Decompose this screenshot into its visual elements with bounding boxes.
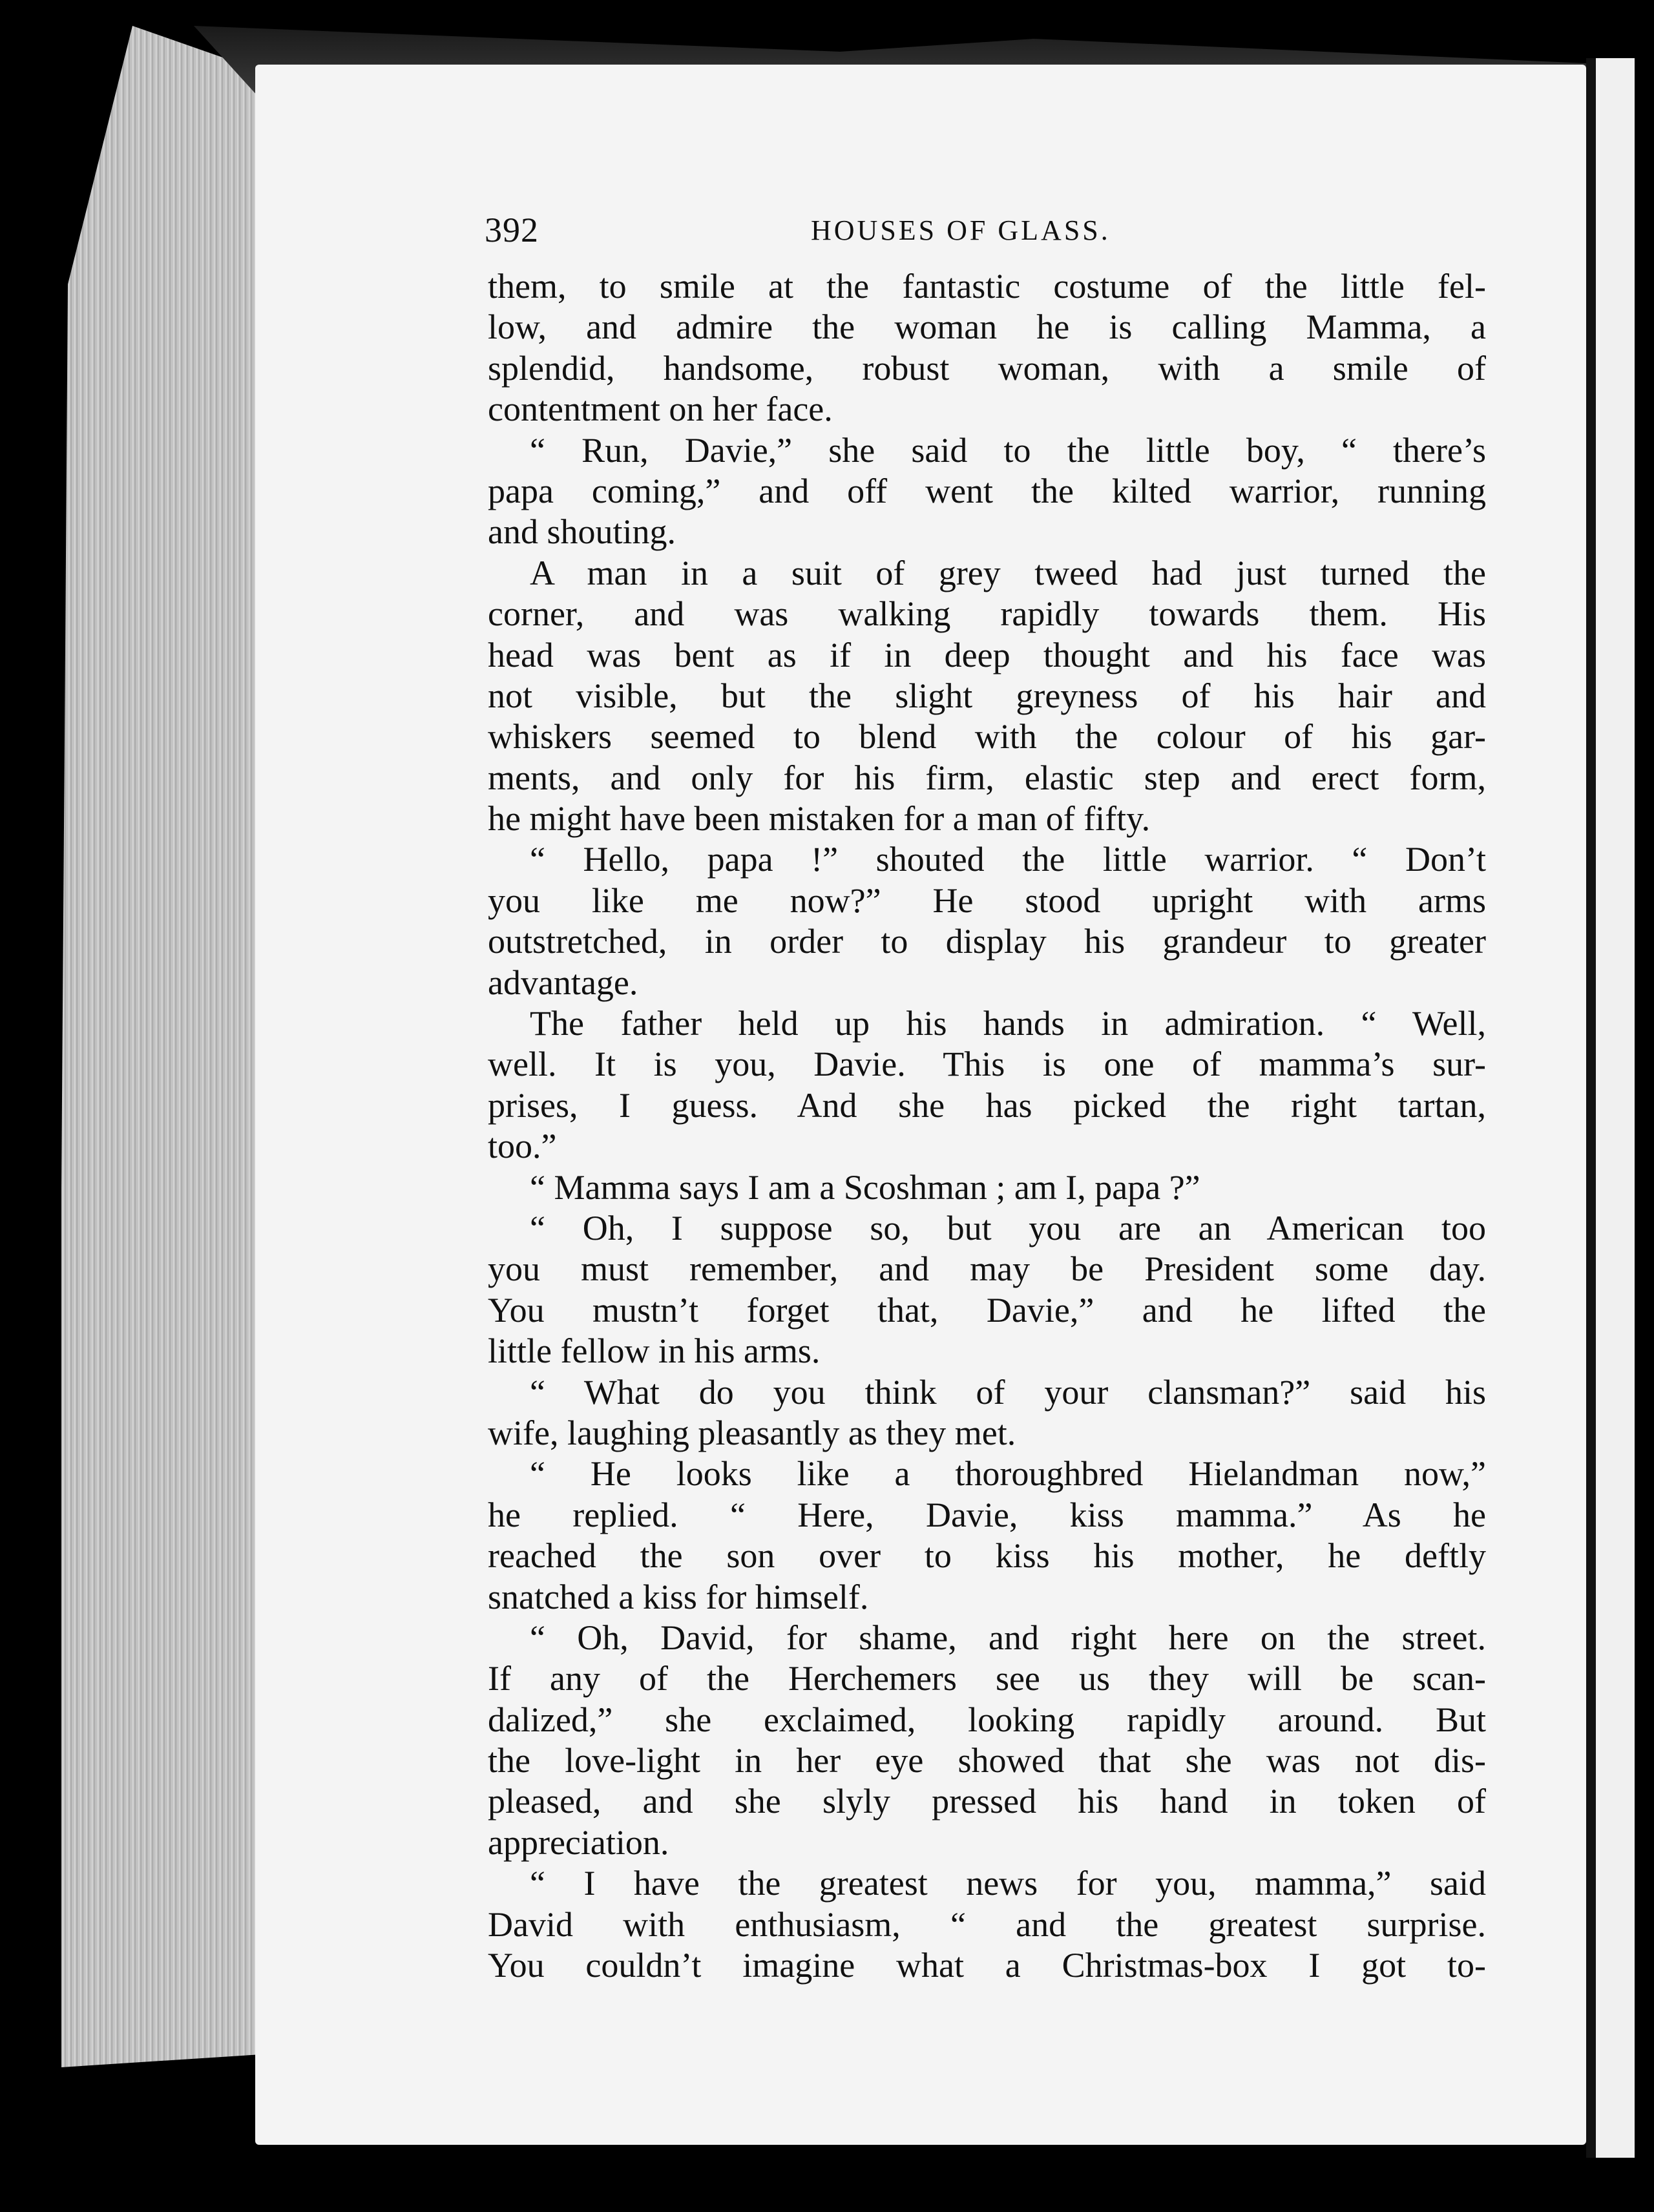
text-line: outstretched, in order to display his grandeur to greater: [488, 922, 1486, 961]
text-line: David with enthusiasm, “ and the greatest surprise.: [488, 1904, 1486, 1944]
text-line: prises, I guess. And she has picked the right tartan,: [488, 1085, 1486, 1125]
text-line: low, and admire the woman he is calling Mamma, a: [488, 308, 1486, 347]
text-line: papa coming,” and off went the kilted warrior, running: [488, 471, 1486, 510]
text-line: little fellow in his arms.: [488, 1331, 821, 1371]
running-head: [485, 210, 1486, 255]
text-line: contentment on her face.: [488, 390, 833, 429]
book-page-edge: [61, 26, 262, 2067]
text-line: “ Oh, David, for shame, and right here on the street.: [530, 1618, 1486, 1657]
text-line: and shouting.: [488, 512, 676, 552]
text-line: “ Oh, I suppose so, but you are an American too: [530, 1208, 1486, 1247]
text-line: If any of the Herchemers see us they will be scan-: [488, 1659, 1486, 1698]
text-line: “ I have the greatest news for you, mamma,” said: [530, 1864, 1486, 1903]
text-line: reached the son over to kiss his mother, he deftly: [488, 1536, 1486, 1576]
body-text: [488, 266, 1486, 1986]
text-line: You mustn’t forget that, Davie,” and he lifted the: [488, 1290, 1486, 1330]
text-line: “ Run, Davie,” she said to the little boy, “ there’s: [530, 430, 1486, 470]
text-line: not visible, but the slight greyness of his hair and: [488, 676, 1486, 715]
text-line: well. It is you, Davie. This is one of mamma’s sur-: [488, 1045, 1486, 1084]
text-line: wife, laughing pleasantly as they met.: [488, 1413, 1016, 1452]
text-line: A man in a suit of grey tweed had just turned the: [530, 553, 1486, 592]
text-line: “ Hello, papa !” shouted the little warrior. “ Don’t: [530, 840, 1486, 879]
text-line: You couldn’t imagine what a Christmas-box I got to-: [488, 1946, 1486, 1985]
text-line: you like me now?” He stood upright with arms: [488, 881, 1486, 920]
text-line: “ He looks like a thoroughbred Hielandman now,”: [530, 1454, 1486, 1494]
text-line: he might have been mistaken for a man of fifty.: [488, 799, 1151, 839]
text-line: pleased, and she slyly pressed his hand in token of: [488, 1782, 1486, 1821]
text-line: them, to smile at the fantastic costume of the little fel-: [488, 267, 1486, 306]
text-line: “ Mamma says I am a Scoshman ; am I, papa ?”: [530, 1167, 1200, 1207]
text-line: splendid, handsome, robust woman, with a smile of: [488, 348, 1486, 388]
page-number: 392: [485, 211, 539, 249]
text-line: “ What do you think of your clansman?” said his: [530, 1372, 1486, 1412]
text-line: appreciation.: [488, 1822, 669, 1862]
text-line: advantage.: [488, 963, 638, 1002]
text-line: snatched a kiss for himself.: [488, 1577, 869, 1616]
text-line: whiskers seemed to blend with the colour of his gar-: [488, 717, 1486, 756]
text-line: the love-light in her eye showed that she was not dis-: [488, 1741, 1486, 1780]
text-line: too.”: [488, 1127, 557, 1166]
text-line: he replied. “ Here, Davie, kiss mamma.” As he: [488, 1495, 1486, 1534]
text-line: you must remember, and may be President some day.: [488, 1249, 1486, 1289]
running-head-title: HOUSES OF GLASS.: [811, 214, 1111, 246]
facing-page-edge: [1596, 58, 1635, 2158]
text-line: corner, and was walking rapidly towards them. His: [488, 594, 1486, 634]
text-line: ments, and only for his firm, elastic step and erect form,: [488, 758, 1486, 797]
text-line: head was bent as if in deep thought and his face was: [488, 635, 1486, 674]
text-line: dalized,” she exclaimed, looking rapidly around. But: [488, 1700, 1486, 1739]
text-line: The father held up his hands in admiration. “ Well,: [530, 1004, 1486, 1043]
